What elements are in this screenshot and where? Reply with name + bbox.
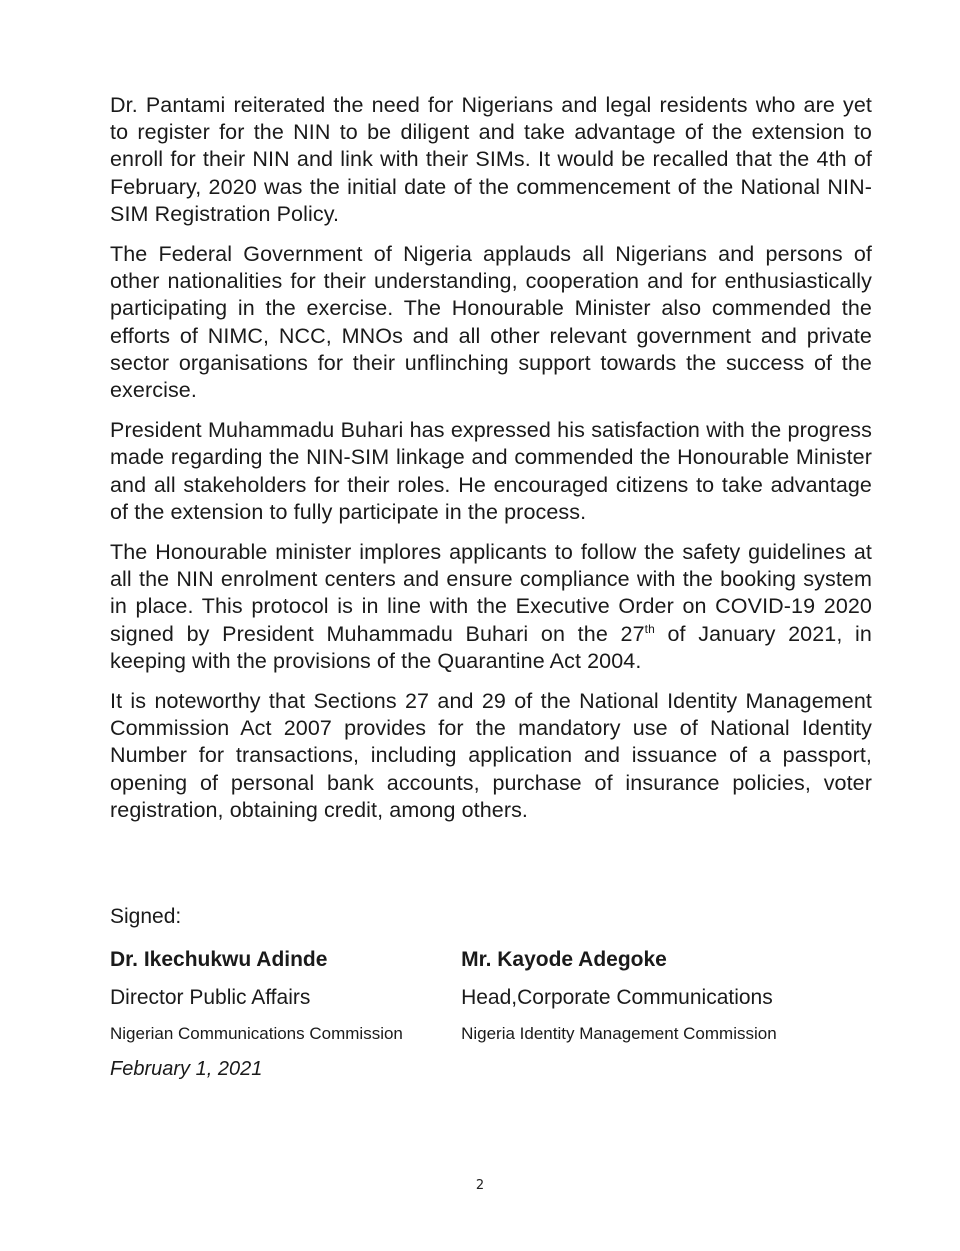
ordinal-superscript: th (644, 621, 655, 636)
document-body (110, 92, 872, 837)
signatory-right-organization: Nigeria Identity Management Commission (461, 1024, 777, 1043)
page-number: 2 (475, 1178, 485, 1193)
signatory-left-organization: Nigerian Communications Commission (110, 1024, 403, 1043)
paragraph-pantami: Dr. Pantami reiterated the need for Nigerians and legal residents who are yet to register for the NIN to be diligent and take advantage of the extension to enroll for their NIN and link with their SIMs. It would be recalled that the 4th of February, 2020 was the initial date of the commencement of the National NIN-SIM Registration Policy. (110, 93, 872, 226)
paragraph-safety-guidelines (110, 539, 872, 675)
signature-block (110, 905, 870, 1087)
paragraph-safety-text-start: The Honourable minister implores applicants to follow the safety guidelines at all the NIN enrolment centers and ensure compliance with the booking system in place. This protocol is in line with the Executive Order on COVID-19 2020 signed by President Muhammadu Buhari on the 27 (110, 540, 872, 646)
paragraph-nimc-act: It is noteworthy that Sections 27 and 29 of the National Identity Management Commission Act 2007 provides for the mandatory use of National Identity Number for transactions, including application and issuance of a passport, opening of personal bank accounts, purchase of insurance policies, voter registration, obtaining credit, among others. (110, 689, 872, 822)
signatories (110, 941, 870, 1051)
signatory-left-title: Director Public Affairs (110, 986, 311, 1009)
signatory-right (461, 941, 870, 1051)
signatory-left-name: Dr. Ikechukwu Adinde (110, 948, 328, 971)
signed-label: Signed: (110, 905, 182, 928)
paragraph-safety-text-end: of January 2021, in keeping with the provisions of the Quarantine Act 2004. (110, 621, 872, 673)
paragraph-federal-government: The Federal Government of Nigeria applauds all Nigerians and persons of other nationalities for their understanding, cooperation and for enthusiastically participating in the exercise. The Honourable Minister also commended the efforts of NIMC, NCC, MNOs and all other relevant government and private sector organisations for their unflinching support towards the success of the exercise. (110, 242, 872, 403)
release-date: February 1, 2021 (110, 1058, 263, 1080)
signatory-right-name: Mr. Kayode Adegoke (461, 948, 667, 971)
paragraph-president-buhari: President Muhammadu Buhari has expressed his satisfaction with the progress made regarding the NIN-SIM linkage and commended the Honourable Minister and all stakeholders for their roles. He encouraged citizens to take advantage of the extension to fully participate in the process. (110, 418, 872, 524)
signatory-right-title: Head,Corporate Communications (461, 986, 773, 1009)
signatory-left (110, 941, 461, 1051)
